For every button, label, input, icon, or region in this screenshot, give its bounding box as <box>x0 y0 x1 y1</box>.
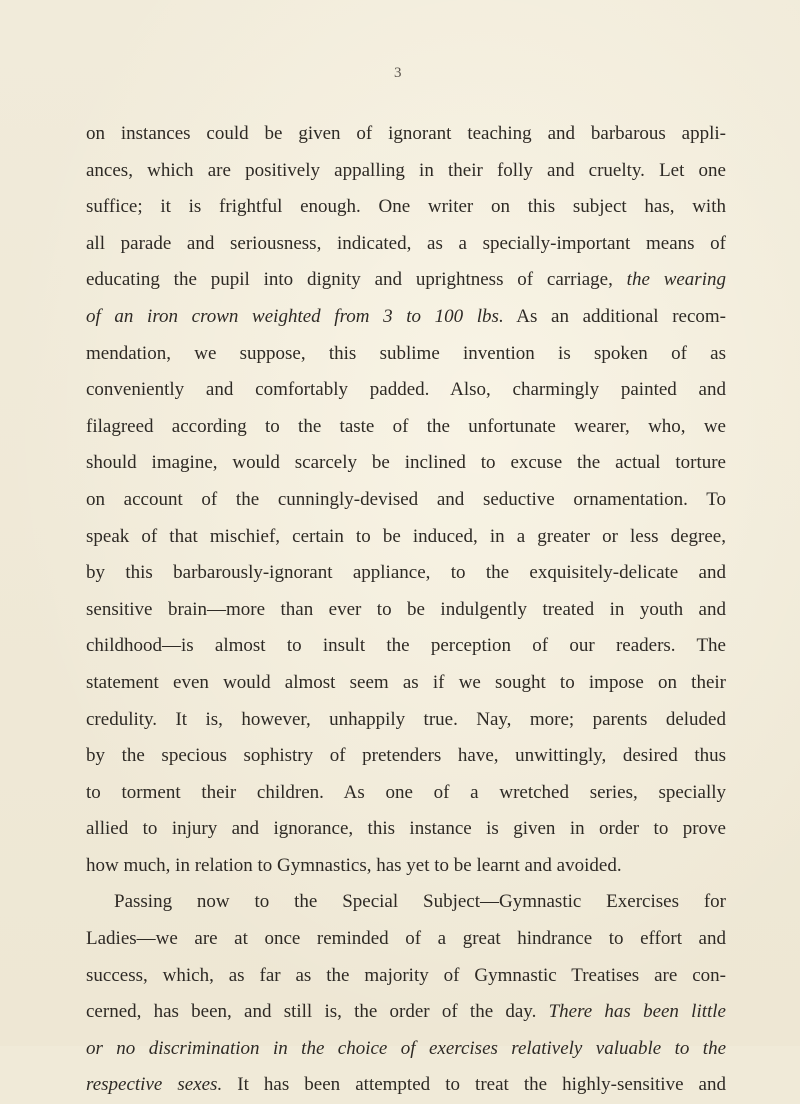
text-line: statement even would almost seem as if we sought to impose on their <box>86 671 726 693</box>
text-line: by this barbarously-ignorant appliance, to the exquisitely-delicate and <box>86 562 726 584</box>
text-line: respective sexes. It has been attempted to treat the highly-sensitive and <box>86 1074 726 1096</box>
text-line <box>86 1031 726 1068</box>
page-number: 3 <box>394 65 402 81</box>
text-line: cerned, has been, and still is, the order of the day. There has been little <box>86 1001 726 1023</box>
text-line: of an iron crown weighted from 3 to 100 lbs. As an additional recom- <box>86 305 727 327</box>
text-line: sensitive brain—more than ever to be indulgently treated in youth and <box>86 598 726 620</box>
paragraph-end-line: how much, in relation to Gymnastics, has yet to be learnt and avoided. <box>86 854 622 876</box>
italic-text: the wearing <box>626 269 726 291</box>
text-line: filagreed according to the taste of the unfortunate wearer, who, we <box>86 415 726 437</box>
text-line: on account of the cunningly-devised and seductive ornamentation. To <box>86 488 726 510</box>
text-line: mendation, we suppose, this sublime invention is spoken of as <box>86 342 726 364</box>
text-line: all parade and seriousness, indicated, as a specially-important means of <box>86 232 726 254</box>
text-line: speak of that mischief, certain to be induced, in a greater or less degree, <box>86 525 726 547</box>
text-line: on instances could be given of ignorant teaching and barbarous appli- <box>86 123 726 144</box>
italic-text: or no discrimination in the choice of exercises relatively valuable to the <box>86 1037 726 1059</box>
body-text <box>86 116 726 1104</box>
text-line: to torment their children. As one of a wretched series, specially <box>86 781 726 803</box>
italic-text: There has been little <box>548 1001 726 1023</box>
text-line: ances, which are positively appalling in their folly and cruelty. Let one <box>86 159 726 181</box>
text-line: should imagine, would scarcely be inclined to excuse the actual torture <box>86 452 726 474</box>
text-line: conveniently and comfortably padded. Also, charmingly painted and <box>86 379 726 401</box>
text-line: credulity. It is, however, unhappily true. Nay, more; parents deluded <box>86 708 726 730</box>
text-line: allied to injury and ignorance, this instance is given in order to prove <box>86 818 726 840</box>
text-line: suffice; it is frightful enough. One writer on this subject has, with <box>86 196 726 218</box>
text-line: success, which, as far as the majority of Gymnastic Treatises are con- <box>86 964 726 986</box>
text-line: educating the pupil into dignity and uprightness of carriage, the wearing <box>86 269 726 291</box>
text-line: by the specious sophistry of pretenders have, unwittingly, desired thus <box>86 745 726 767</box>
text-line: childhood—is almost to insult the perception of our readers. The <box>86 635 726 657</box>
paragraph-start-line: Passing now to the Special Subject—Gymnastic Exercises for <box>114 891 726 913</box>
italic-text: of an iron crown weighted from 3 to 100 lbs. <box>86 305 504 327</box>
italic-text: respective sexes. <box>86 1074 223 1096</box>
text-line: Ladies—we are at once reminded of a great hindrance to effort and <box>86 928 726 950</box>
